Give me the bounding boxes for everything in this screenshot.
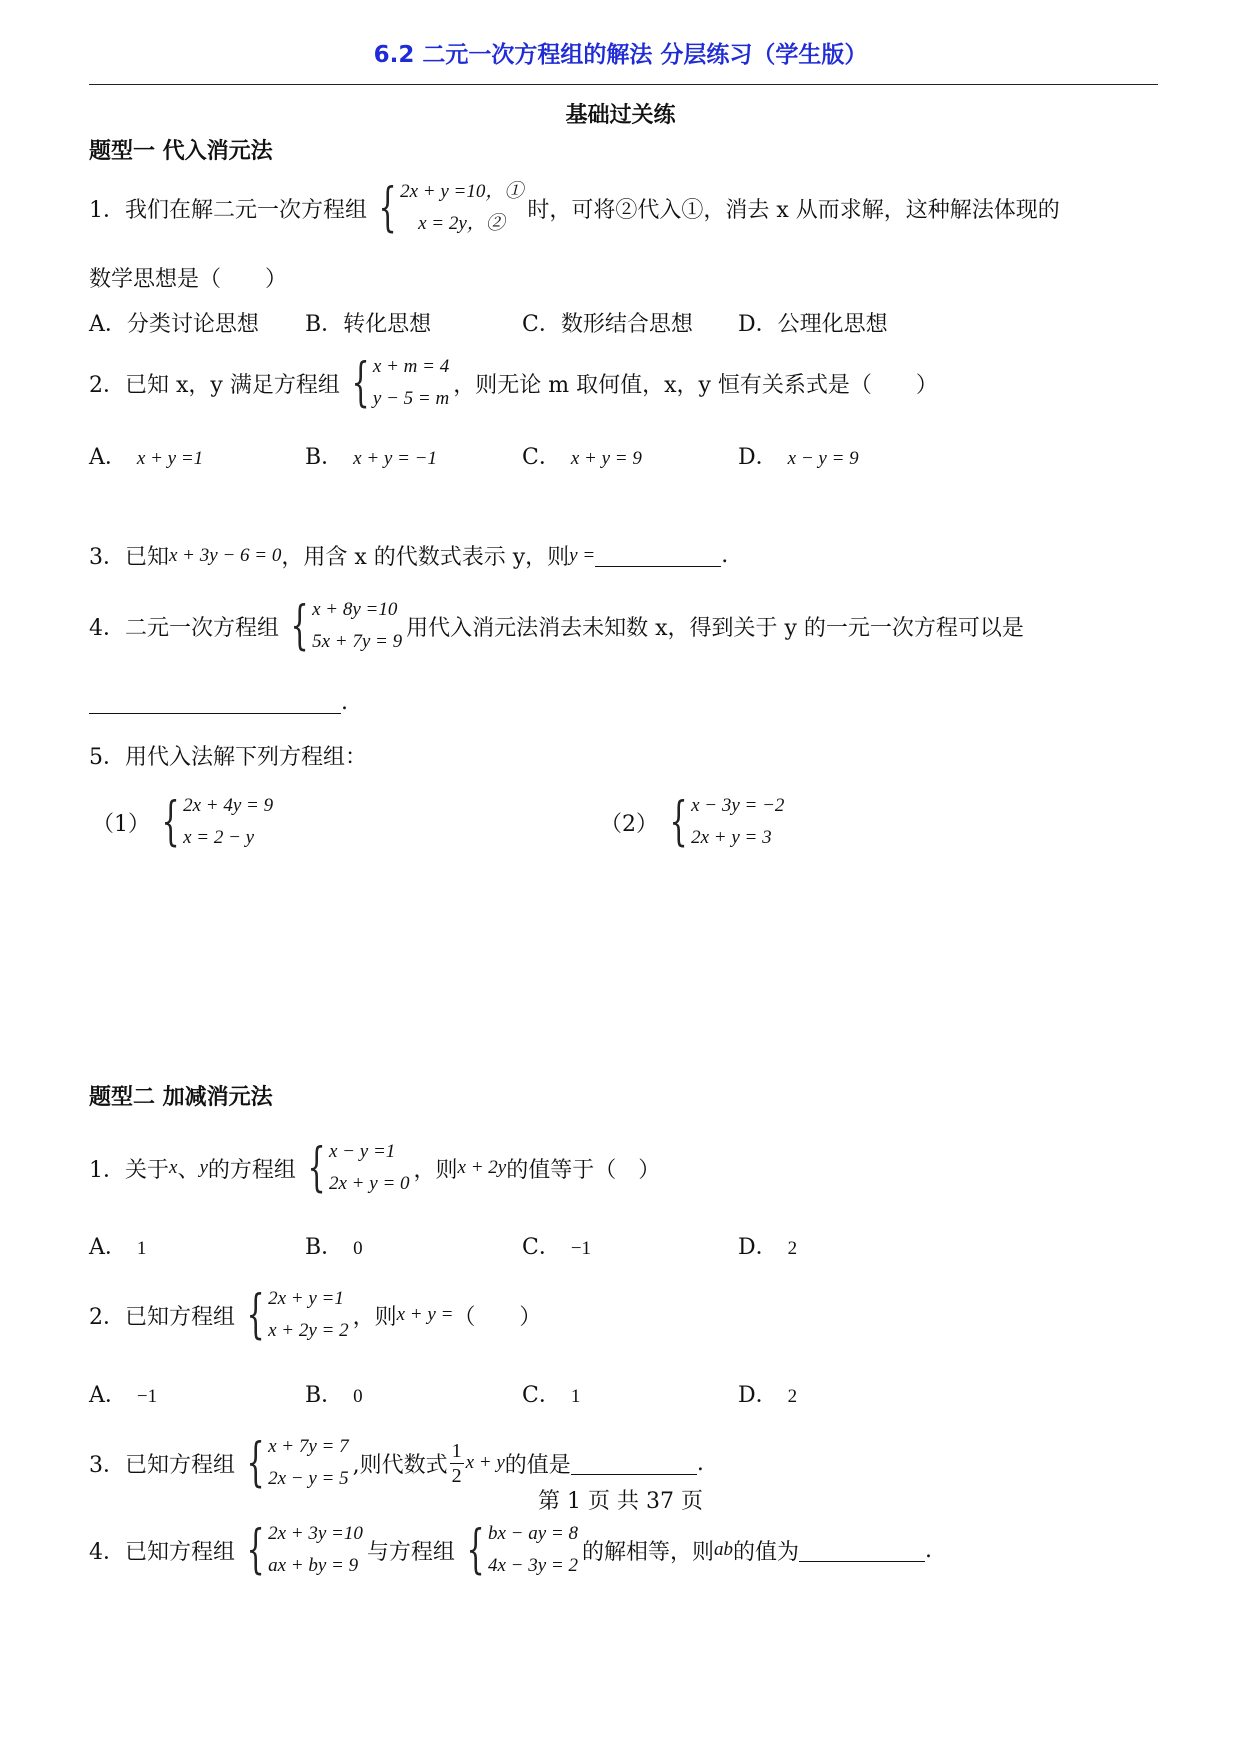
s2-q2-eq2: x + 2y = 2: [268, 1320, 349, 1341]
s2-q2-expr: x + y =: [396, 1304, 454, 1325]
s2-q2-system: [239, 1283, 349, 1347]
s2-q3-eq2: 2x − y = 5: [268, 1468, 349, 1489]
s1-q1-prefix: 1．我们在解二元一次方程组: [89, 197, 367, 223]
s1-q1-eq1: 2x + y =10，①: [400, 181, 524, 202]
brace-icon: {: [351, 353, 370, 413]
s1-q1-option-b: B．转化思想: [305, 312, 432, 337]
s1-q5-p2-eq1: x − 3y = −2: [691, 795, 785, 816]
s2-q4-eq3: bx − ay = 8: [487, 1523, 578, 1544]
s2-q4-system-2: [459, 1518, 578, 1582]
s2-q3: 3．已知方程组 { x + 7y = 7 2x − y = 5 ,则代数式 $\frac{1}{2}$ x + y 的值是 .: [89, 1433, 704, 1493]
s2-q2-option-c: C． 1: [522, 1383, 581, 1408]
s2-q2: 2．已知方程组 { 2x + y =1 x + 2y = 2 ，则 x + y = （ ）: [89, 1285, 542, 1345]
s1-q1-suffix: 时，可将②代入①，消去 x 从而求解，这种解法体现的: [527, 197, 1060, 223]
s1-q1-eq2: x = 2y，②: [418, 213, 505, 234]
s2-q4: 4．已知方程组 { 2x + 3y =10 ax + by = 9 与方程组 { bx − ay = 8 4x − 3y = 2 的解相等，则 ab 的值为 .: [89, 1520, 933, 1580]
s1-q4-system: [283, 594, 402, 658]
s1-q3-lhs: y =: [569, 544, 596, 566]
s1-q4-answer-blank[interactable]: [89, 691, 341, 714]
s2-q3-eq1: x + 7y = 7: [268, 1436, 349, 1457]
s1-q3-mid: ，用含 x 的代数式表示 y，则: [281, 545, 570, 570]
brace-icon: {: [466, 1520, 485, 1580]
s1-q2-option-b: B． x + y = −1: [305, 445, 438, 470]
s1-q5-prompt: 5．用代入法解下列方程组：: [89, 745, 367, 770]
s2-q1-eq1: x − y =1: [329, 1141, 396, 1162]
brace-icon: {: [246, 1433, 265, 1493]
s2-q2-option-b: B． 0: [305, 1383, 363, 1408]
s1-q4-eq1: x + 8y =10: [312, 599, 398, 620]
s1-q2-option-d: D． x − y = 9: [738, 445, 859, 470]
s1-q2: [89, 351, 938, 415]
brace-icon: {: [246, 1520, 265, 1580]
s1-q1-line2: 数学思想是（ ）: [89, 267, 288, 292]
brace-icon: {: [669, 792, 688, 852]
page-footer: 第 1 页 共 37 页: [538, 1489, 703, 1514]
s2-q2-eq1: 2x + y =1: [268, 1288, 344, 1309]
s1-q3-prefix: 3．已知: [89, 545, 169, 570]
s1-q4-prefix: 4．二元一次方程组: [89, 615, 279, 641]
s1-q3-expr: x + 3y − 6 = 0: [169, 544, 282, 566]
s2-q2-option-a: A． −1: [89, 1383, 158, 1408]
s2-q1-system: [300, 1136, 410, 1200]
s2-q3-expr: x + y: [465, 1452, 505, 1473]
s1-q2-suffix: ，则无论 m 取何值，x，y 恒有关系式是（ ）: [453, 372, 938, 398]
s1-q5-p1-eq2: x = 2 − y: [183, 827, 255, 848]
section2-heading: 题型二 加减消元法: [89, 1085, 273, 1110]
s1-q4-suffix: 用代入消元法消去未知数 x，得到关于 y 的一元一次方程可以是: [406, 615, 1024, 641]
brace-icon: {: [290, 596, 309, 656]
s1-q1-option-d: D．公理化思想: [738, 312, 888, 337]
s1-q1: [89, 176, 1060, 240]
s2-q4-system-1: [239, 1518, 363, 1582]
brace-icon: {: [161, 792, 180, 852]
s1-q2-option-a: A． x + y =1: [89, 445, 204, 470]
s2-q4-answer-blank[interactable]: [799, 1539, 925, 1562]
s1-q5-p2-eq2: 2x + y = 3: [691, 827, 772, 848]
s1-q4: [89, 594, 1024, 658]
page-title: 6.2 二元一次方程组的解法 分层练习（学生版）: [373, 42, 868, 68]
s1-q3: 3．已知 x + 3y − 6 = 0 ，用含 x 的代数式表示 y，则 y = .: [89, 540, 728, 571]
s1-q5-p2-label: （2）: [600, 811, 658, 837]
s1-q5-p1-label: （1）: [92, 811, 150, 837]
s1-q1-system: [371, 176, 523, 240]
s1-q4-answer-line: .: [89, 690, 348, 715]
s1-q5-p1-system: [154, 790, 273, 854]
s1-q2-prefix: 2．已知 x，y 满足方程组: [89, 372, 340, 398]
s1-q1-option-c: C．数形结合思想: [522, 312, 693, 337]
s2-q1-option-c: C． −1: [522, 1235, 592, 1260]
s1-q2-system: [344, 351, 449, 415]
s1-q2-eq2: y − 5 = m: [372, 388, 450, 409]
header-divider: [89, 84, 1158, 85]
s2-q1-option-b: B． 0: [305, 1235, 363, 1260]
s2-q1-eq2: 2x + y = 0: [329, 1173, 410, 1194]
s2-q1-option-d: D． 2: [738, 1235, 798, 1260]
s2-q2-option-d: D． 2: [738, 1383, 798, 1408]
s2-q1-option-a: A． 1: [89, 1235, 147, 1260]
s1-q5-p1-eq1: 2x + 4y = 9: [183, 795, 274, 816]
brace-icon: {: [378, 178, 397, 238]
s1-q5-p2-system: [662, 790, 784, 854]
s1-q2-option-c: C． x + y = 9: [522, 445, 642, 470]
s1-q5-part2: [600, 790, 788, 854]
s2-q1-expr: x + 2y: [457, 1157, 507, 1178]
section-subtitle: 基础过关练: [565, 103, 676, 128]
s1-q3-answer-blank[interactable]: [595, 544, 721, 567]
brace-icon: {: [307, 1138, 326, 1198]
s2-q3-answer-blank[interactable]: [571, 1452, 697, 1475]
s2-q4-eq2: ax + by = 9: [268, 1555, 359, 1576]
s1-q5-part1: [92, 790, 277, 854]
section1-heading: 题型一 代入消元法: [89, 139, 273, 164]
s2-q4-eq4: 4x − 3y = 2: [487, 1555, 578, 1576]
brace-icon: {: [246, 1285, 265, 1345]
s1-q4-eq2: 5x + 7y = 9: [312, 631, 403, 652]
s1-q2-eq1: x + m = 4: [372, 356, 450, 377]
s2-q3-fraction: $\frac{1}{2}$: [451, 1439, 462, 1487]
s2-q1: 1．关于 x 、 y 的方程组 { x − y =1 2x + y = 0 ，则 x + 2y 的值等于（ ）: [89, 1138, 661, 1198]
s2-q4-eq1: 2x + 3y =10: [268, 1523, 363, 1544]
s1-q1-option-a: A．分类讨论思想: [89, 312, 259, 337]
